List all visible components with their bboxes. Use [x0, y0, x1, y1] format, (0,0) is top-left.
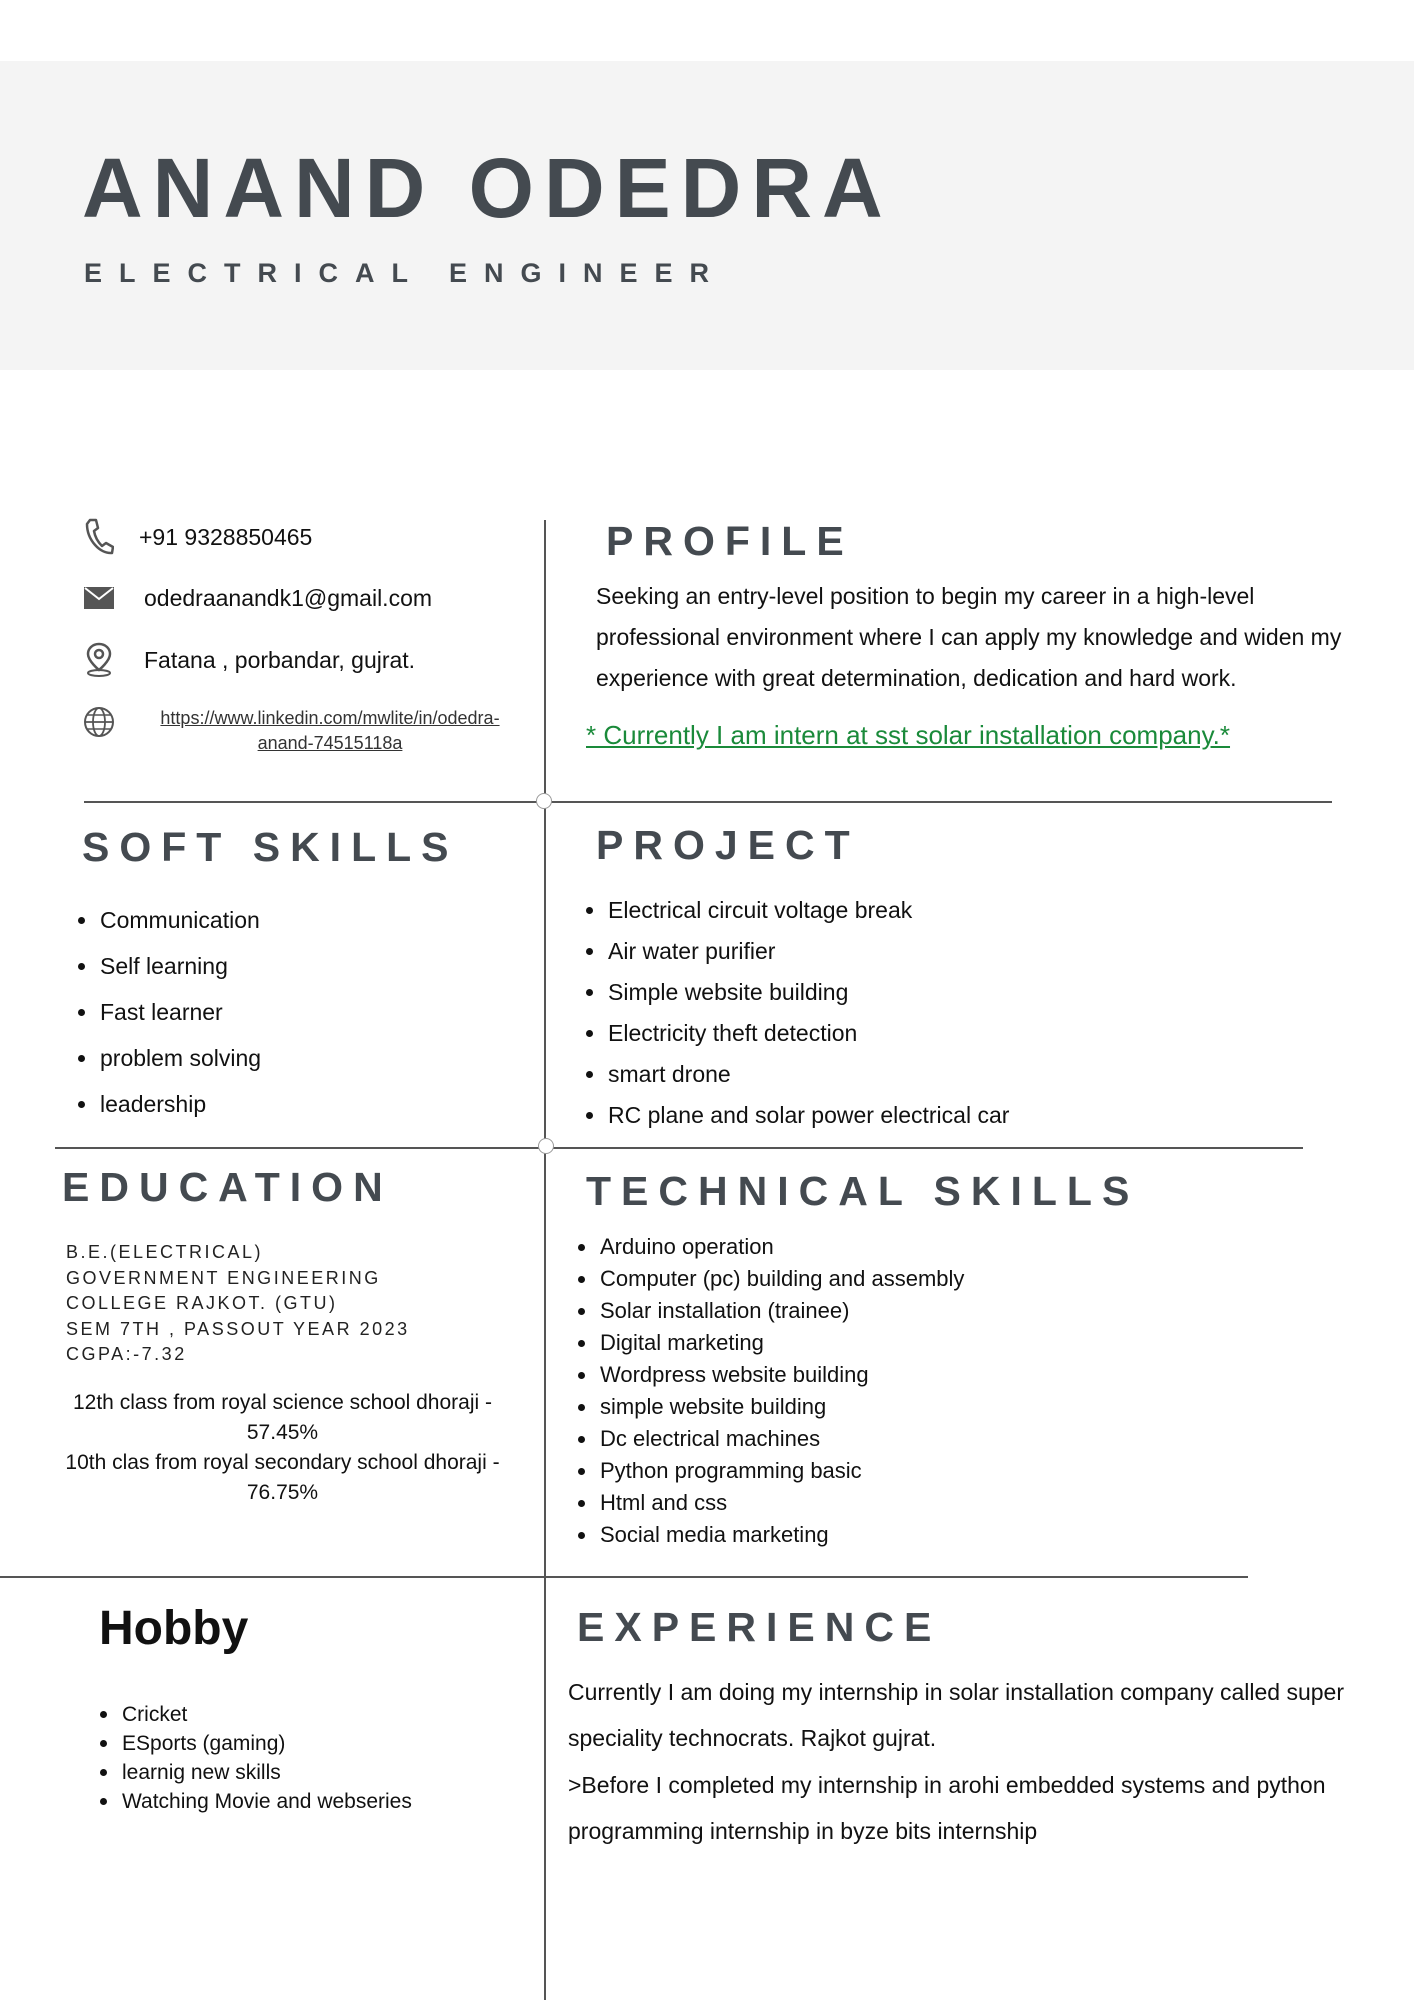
- list-item: Watching Movie and webseries: [100, 1787, 412, 1816]
- contact-phone: [82, 520, 312, 554]
- school-12-line-2: 57.45%: [246, 1421, 319, 1444]
- email-address[interactable]: odedraanandk1@gmail.com: [144, 584, 433, 611]
- list-item: Solar installation (trainee): [578, 1295, 964, 1327]
- list-item: Electricity theft detection: [586, 1013, 1009, 1054]
- soft-skills-list: [78, 897, 261, 1127]
- divider-row-2: [55, 1147, 1303, 1149]
- technical-skills-heading: TECHNICAL SKILLS: [586, 1168, 1140, 1214]
- current-intern-note: * Currently I am intern at sst solar installation company.*: [586, 720, 1231, 750]
- profile-heading: PROFILE: [606, 518, 854, 564]
- globe-icon: [82, 705, 116, 739]
- address: Fatana , porbandar, gujrat.: [144, 646, 416, 673]
- list-item: Cricket: [100, 1700, 412, 1729]
- list-item: Python programming basic: [578, 1455, 964, 1487]
- profile-text: Seeking an entry-level position to begin my career in a high-level professional environment where I can apply my knowledge and widen my experience with great determination, dedication and hard work.: [596, 583, 1342, 691]
- degree-line: COLLEGE RAJKOT. (GTU): [66, 1293, 338, 1313]
- technical-skills-list: [578, 1231, 964, 1551]
- school-10-line-1: 10th clas from royal secondary school dhoraji -: [65, 1451, 500, 1474]
- candidate-title: ELECTRICAL ENGINEER: [84, 258, 727, 288]
- hobby-list: [100, 1700, 412, 1816]
- list-item: Wordpress website building: [578, 1359, 964, 1391]
- list-item: Air water purifier: [586, 931, 1009, 972]
- location-pin-icon: [82, 643, 116, 677]
- linkedin-link[interactable]: [140, 706, 520, 756]
- list-item: Computer (pc) building and assembly: [578, 1263, 964, 1295]
- education-heading: EDUCATION: [62, 1164, 393, 1210]
- school-12-line-1: 12th class from royal science school dhoraji -: [72, 1391, 492, 1414]
- hobby-heading: Hobby: [99, 1602, 249, 1655]
- junction-dot-2: [538, 1138, 554, 1154]
- list-item: Social media marketing: [578, 1519, 964, 1551]
- school-10-line-2: 76.75%: [246, 1481, 319, 1504]
- list-item: problem solving: [78, 1035, 261, 1081]
- divider-row-1: [84, 801, 1332, 803]
- contact-email: [82, 581, 432, 615]
- list-item: leadership: [78, 1081, 261, 1127]
- divider-row-3: [0, 1576, 1248, 1578]
- list-item: Communication: [78, 897, 261, 943]
- degree-line: SEM 7TH , PASSOUT YEAR 2023: [66, 1318, 410, 1339]
- school-details: [30, 1388, 535, 1508]
- degree-details: [66, 1240, 410, 1368]
- list-item: Fast learner: [78, 989, 261, 1035]
- list-item: Simple website building: [586, 972, 1009, 1013]
- phone-icon: [82, 520, 116, 554]
- project-list: [586, 890, 1009, 1136]
- junction-dot-1: [536, 793, 552, 809]
- degree-line: B.E.(ELECTRICAL): [66, 1242, 264, 1262]
- list-item: simple website building: [578, 1391, 964, 1423]
- list-item: Digital marketing: [578, 1327, 964, 1359]
- linkedin-link-line-2[interactable]: anand-74515118a: [257, 733, 403, 753]
- list-item: Html and css: [578, 1487, 964, 1519]
- phone-number: +91 9328850465: [139, 523, 313, 550]
- mail-icon: [82, 581, 116, 615]
- experience-paragraph-1: Currently I am doing my internship in solar installation company called super speciality technocrats. Rajkot gujrat.: [568, 1679, 1344, 1751]
- list-item: Dc electrical machines: [578, 1423, 964, 1455]
- experience-heading: EXPERIENCE: [577, 1604, 942, 1650]
- candidate-name: ANAND ODEDRA: [82, 141, 893, 235]
- degree-line: GOVERNMENT ENGINEERING: [66, 1267, 381, 1288]
- contact-address: [82, 643, 415, 677]
- list-item: ESports (gaming): [100, 1729, 412, 1758]
- list-item: learnig new skills: [100, 1758, 412, 1787]
- list-item: RC plane and solar power electrical car: [586, 1095, 1009, 1136]
- center-divider: [544, 520, 546, 2000]
- list-item: Arduino operation: [578, 1231, 964, 1263]
- list-item: smart drone: [586, 1054, 1009, 1095]
- list-item: Self learning: [78, 943, 261, 989]
- degree-line: CGPA:-7.32: [66, 1344, 187, 1364]
- project-heading: PROJECT: [596, 822, 860, 868]
- linkedin-link-line-1[interactable]: https://www.linkedin.com/mwlite/in/odedra-: [160, 708, 500, 728]
- soft-skills-heading: SOFT SKILLS: [82, 824, 459, 870]
- experience-paragraph-2: >Before I completed my internship in arohi embedded systems and python programming internship in byze bits internship: [568, 1772, 1326, 1844]
- list-item: Electrical circuit voltage break: [586, 890, 1009, 931]
